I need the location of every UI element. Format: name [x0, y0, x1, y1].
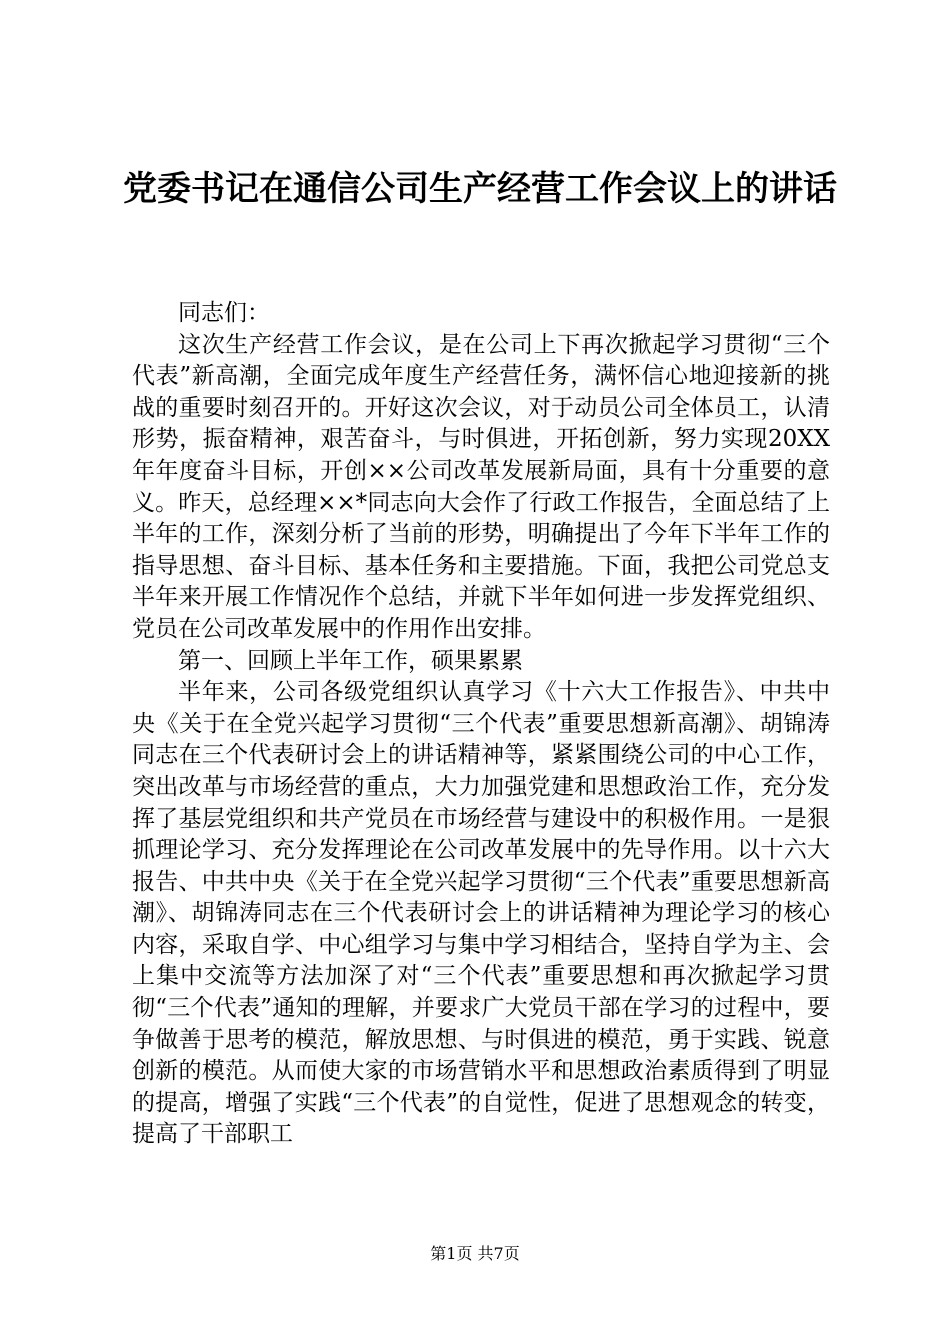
page-footer: 第1页 共7页 — [430, 1244, 520, 1263]
paragraph-intro: 这次生产经营工作会议，是在公司上下再次掀起学习贯彻“三个代表”新高潮，全面完成年度生产经营任务，满怀信心地迎接新的挑战的重要时刻召开的。开好这次会议，对于动员公司全体员工，认清形势，振奋精神，艰苦奋斗，与时俱进，开拓创新，努力实现20XX年年度奋斗目标，开创××公司改革发展新局面，具有十分重要的意义。昨天，总经理××*同志向大会作了行政工作报告，全面总结了上半年的工作，深刻分析了当前的形势，明确提出了今年下半年工作的指导思想、奋斗目标、基本任务和主要措施。下面，我把公司党总支半年来开展工作情况作个总结，并就下半年如何进一步发挥党组织、党员在公司改革发展中的作用作出安排。 — [132, 331, 830, 642]
paragraph-salutation: 同志们： — [178, 300, 270, 326]
document-body — [132, 298, 830, 1151]
document-title: 党委书记在通信公司生产经营工作会议上的讲话 — [123, 169, 837, 209]
paragraph-review: 半年来，公司各级党组织认真学习《十六大工作报告》、中共中央《关于在全党兴起学习贯彻“三个代表”重要思想新高潮》、胡锦涛同志在三个代表研讨会上的讲话精神等，紧紧围绕公司的中心工作，突出改革与市场经营的重点，大力加强党建和思想政治工作，充分发挥了基层党组织和共产党员在市场经营与建设中的积极作用。一是狠抓理论学习、充分发挥理论在公司改革发展中的先导作用。以十六大报告、中共中央《关于在全党兴起学习贯彻“三个代表”重要思想新高潮》、胡锦涛同志在三个代表研讨会上的讲话精神为理论学习的核心内容，采取自学、中心组学习与集中学习相结合，坚持自学为主、会上集中交流等方法加深了对“三个代表”重要思想和再次掀起学习贯彻“三个代表”通知的理解，并要求广大党员干部在学习的过程中，要争做善于思考的模范，解放思想、与时俱进的模范，勇于实践、锐意创新的模范。从而使大家的市场营销水平和思想政治素质得到了明显的提高，增强了实践“三个代表”的自觉性，促进了思想观念的转变，提高了干部职工 — [132, 679, 830, 1148]
section-heading: 第一、回顾上半年工作，硕果累累 — [178, 647, 523, 674]
